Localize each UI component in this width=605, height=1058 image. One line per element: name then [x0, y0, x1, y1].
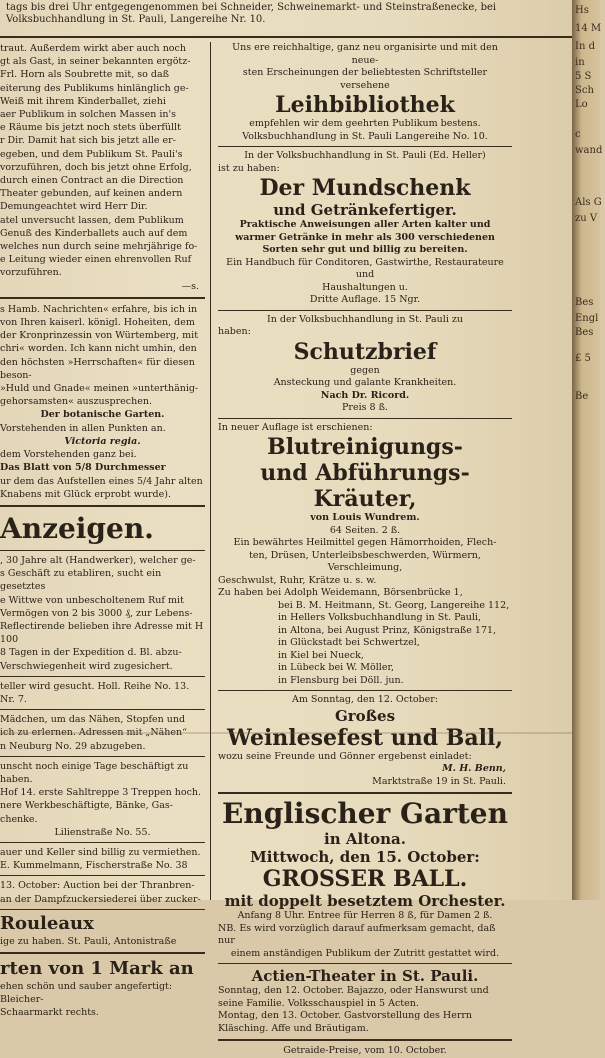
edge-fragment: Sch — [575, 85, 594, 96]
text-line: dem Vorstehenden ganz bei. — [0, 449, 137, 461]
text-line: in Hellers Volksbuchhandlung in St. Pauli, — [278, 612, 481, 623]
ad-line: E. Kummelmann, Fischerstraße No. 38 — [0, 860, 188, 872]
text-line: ur dem das Aufstellen eines 5/4 Jahr alten — [0, 475, 203, 487]
edge-fragment: Hs — [575, 5, 589, 16]
divider — [0, 952, 205, 954]
text-line: Frl. Horn als Soubrette mit, so daß — [0, 69, 169, 81]
actien-theater-title: Actien-Theater in St. Pauli. — [251, 967, 479, 985]
edge-fragment: In d — [575, 41, 595, 52]
text-line: Kläsching. Affe und Bräutigam. — [218, 1022, 369, 1034]
divider — [218, 792, 512, 794]
text-line: gt als Gast, in seiner bekannten ergötz- — [0, 56, 191, 68]
section-heading: Anzeigen. — [0, 511, 154, 545]
text-line: Am Sonntag, den 12. October: — [291, 694, 439, 705]
divider — [0, 676, 205, 677]
divider — [218, 310, 512, 311]
ad-line: unscht noch einige Tage beschäftigt zu haben. — [0, 760, 189, 785]
text-line: empfehlen wir dem geehrten Publikum bestens. — [249, 118, 481, 129]
ad-line: ich zu erlernen. Adressen mit „Nähen“ — [0, 727, 188, 739]
text-line: e Räume bis jetzt noch stets überfüllt — [0, 122, 181, 134]
text-line: In der Volksbuchhandlung in St. Pauli zu — [266, 313, 464, 325]
edge-fragment: Bes — [575, 327, 594, 338]
text-line: Das Blatt von 5/8 Durchmesser — [0, 462, 166, 474]
left-column — [0, 42, 205, 1019]
text-line: einem anständigen Publikum der Zutritt gestattet wird. — [230, 947, 500, 959]
text-line: welches nun durch seine mehrjährige fo- — [0, 241, 198, 253]
text-line: in Glückstadt bei Schwertzel, — [278, 637, 420, 648]
text-line: gegen — [350, 364, 380, 376]
text-line: Ein Handbuch für Conditoren, Gastwirthe, Restaurateure und — [226, 256, 504, 280]
text-line: traut. Außerdem wirkt aber auch noch — [0, 43, 186, 54]
text-line: ten, Drüsen, Unterleibsbeschwerden, Würmern, Verschleimung, — [249, 549, 481, 573]
ad-line: , 30 Jahre alt (Handwerker), welcher ge- — [0, 554, 196, 566]
divider — [0, 842, 205, 843]
text-line: Zu haben bei Adolph Weidemann, Börsenbrücke 1, — [218, 587, 463, 598]
divider — [0, 505, 205, 507]
ad-line: nere Werkbeschäftigte, Bänke, Gas- — [0, 800, 173, 812]
edge-fragment: Als G — [575, 197, 602, 208]
text-line: von Louis Wundrem. — [310, 512, 420, 523]
ad-line: 13. October: Auction bei der Thranbren- — [0, 880, 195, 892]
text-line: Demungeachtet wird Herr Dir. — [0, 201, 148, 213]
text-line: Ein bewährtes Heilmittel gegen Hämorrhoiden, Flech- — [233, 537, 497, 548]
weinlesefest-ad — [218, 694, 512, 788]
schutzbrief-ad — [218, 314, 512, 415]
orchestra-line: mit doppelt besetztem Orchester. — [224, 892, 506, 910]
text-line: von Ihren kaiserl. königl. Hoheiten, dem — [0, 317, 195, 329]
blut-title-1: Blutreinigungs- — [267, 434, 463, 460]
edge-fragment: 14 M — [575, 23, 602, 34]
grain-prices-heading: Getraide-Preise, vom 10. October. — [283, 1045, 447, 1056]
divider — [0, 909, 205, 910]
text-line: Knabens mit Glück erprobt wurde). — [0, 488, 171, 500]
text-line: Ansteckung und galante Krankheiten. — [273, 377, 457, 388]
theater-notice — [0, 42, 205, 293]
text-line: durch einen Contract an die Direction — [0, 175, 184, 187]
text-line: Montag, den 13. October. Gastvorstellung des Herrn — [218, 1010, 473, 1021]
mundschenk-ad — [218, 150, 512, 307]
text-line: Geschwulst, Ruhr, Krätze u. s. w. — [218, 574, 377, 586]
divider — [218, 146, 512, 147]
schutzbrief-title: Schutzbrief — [293, 338, 437, 365]
divider — [218, 418, 512, 419]
adjacent-page-edge — [572, 0, 603, 900]
ad-line: Lilienstraße No. 55. — [54, 826, 151, 838]
mundschenk-subtitle: und Getränkefertiger. — [273, 201, 457, 219]
edge-fragment: wand — [575, 145, 603, 156]
ad-line: auer und Keller sind billig zu vermiethen. — [0, 846, 201, 858]
text-line: Preis 8 ß. — [342, 402, 388, 413]
ad-line: Nr. 7. — [0, 693, 27, 705]
text-line: warmer Getränke in mehr als 300 verschiedenen — [235, 231, 495, 243]
divider — [218, 1039, 512, 1041]
divider — [0, 709, 205, 710]
text-line: atel unversucht lassen, dem Publikum — [0, 214, 184, 226]
text-line: haben: — [218, 326, 251, 337]
ad-line: s Geschäft zu etabliren, sucht ein gesetztes — [0, 568, 162, 593]
divider — [0, 550, 205, 551]
header-text: tags bis drei Uhr entgegengenommen bei Schneider, Schweinemarkt- und Steinstraßenecke, bei Volksbuchhandlung in St. Pauli, Langereihe Nr. 10. — [6, 2, 497, 25]
text-line: in Lübeck bei W. Möller, — [278, 662, 394, 673]
edition-line: Dritte Auflage. 15 Ngr. — [309, 294, 421, 305]
leihbibliothek-title: Leihbibliothek — [275, 92, 455, 118]
text-line: Vorstehenden in allen Punkten an. — [0, 422, 166, 434]
divider — [0, 756, 205, 757]
edge-fragment: 5 S — [575, 71, 592, 82]
text-line: In neuer Auflage ist erschienen: — [218, 421, 373, 433]
mundschenk-title: Der Mundschenk — [259, 175, 471, 201]
blutreinigung-ad — [218, 422, 512, 688]
ad-line: Verschwiegenheit wird zugesichert. — [0, 660, 173, 672]
text-line: 64 Seiten. 2 ß. — [329, 524, 401, 536]
text-line: NB. Es wird vorzüglich darauf aufmerksam gemacht, daß nur — [218, 922, 496, 946]
text-line: vorzuführen, doch bis jetzt ohne Erfolg, — [0, 161, 192, 173]
text-line: vorzuführen. — [0, 267, 62, 279]
text-line: Uns ere reichhaltige, ganz neu organisirte und mit den neue- — [232, 42, 498, 66]
rouleaux-heading: Rouleaux — [0, 912, 94, 934]
text-line: Weiß mit ihrem Kinderballet, ziehi — [0, 95, 166, 107]
botanic-garden-line: Der botanische Garten. — [40, 409, 165, 421]
date-line: Mittwoch, den 15. October: — [250, 848, 480, 866]
header-strip — [0, 0, 572, 38]
text-line: aer Publikum in solchen Massen in's — [0, 109, 176, 121]
text-line: e Leitung wieder einen ehrenvollen Ruf — [0, 254, 192, 266]
edge-fragment: in — [575, 57, 585, 68]
text-line: »Huld und Gnade« meinen »unterthänig- — [0, 383, 199, 395]
text-line: in Altona, bei August Prinz, Königstraße 171, — [278, 624, 497, 636]
leihbibliothek-ad — [218, 42, 512, 143]
text-line: s Hamb. Nachrichten« erfahre, bis ich in — [0, 303, 198, 315]
wein-title-1: Großes — [334, 706, 396, 725]
text-line: Nach Dr. Ricord. — [320, 389, 410, 401]
column-divider — [210, 42, 211, 900]
divider — [0, 297, 205, 299]
text-line: In der Volksbuchhandlung in St. Pauli (Ed. Heller) — [244, 150, 486, 161]
fold-crease — [0, 732, 572, 734]
divider — [218, 963, 512, 964]
englischer-garten-title: Englischer Garten — [222, 797, 508, 830]
text-line: sten Erscheinungen der beliebtesten Schriftsteller versehene — [242, 67, 488, 91]
ball-title: GROSSER BALL. — [262, 866, 468, 892]
ad-line: Vermögen von 2 bis 3000 ₰, zur Lebens- — [0, 607, 193, 619]
ad-line: ehen schön und sauber angefertigt: Bleicher- — [0, 980, 173, 1006]
text-line: bei B. M. Heitmann, St. Georg, Langereihe 112, — [278, 599, 510, 611]
text-line: Sonntag, den 12. October. Bajazzo, oder Hanswurst und — [218, 985, 489, 996]
ad-line: ige zu haben. St. Pauli, Antonistraße — [0, 935, 177, 947]
ad-line: Hof 14. erste Sahltreppe 3 Treppen hoch. — [0, 787, 202, 799]
ad-line: e Wittwe von unbescholtenem Ruf mit — [0, 594, 184, 606]
divider — [218, 690, 512, 691]
text-line: den höchsten »Herrschaften« für diesen beson- — [0, 356, 195, 381]
ad-line: Reflectirende belieben ihre Adresse mit H 100 — [0, 620, 204, 646]
text-line: wozu seine Freunde und Gönner ergebenst einladet: — [218, 750, 472, 762]
edge-fragment: Bes — [575, 297, 594, 308]
text-line: in Kiel bei Nueck, — [278, 649, 364, 661]
text-line: der Kronprinzessin von Würtemberg, mit — [0, 330, 199, 342]
edge-fragment: zu V — [575, 213, 598, 224]
text-line: Volksbuchhandlung in St. Pauli Langereihe No. 10. — [242, 130, 488, 142]
text-line: chri« worden. Ich kann nicht umhin, den — [0, 343, 197, 355]
text-line: seine Familie. Volksschauspiel in 5 Acten. — [218, 997, 419, 1009]
signature: —s. — [181, 280, 199, 292]
text-line: eiterung des Publikums hinlänglich ge- — [0, 82, 189, 94]
text-line: Marktstraße 19 in St. Pauli. — [372, 775, 506, 787]
edge-fragment: Engl — [575, 313, 599, 324]
ad-line: an der Dampfzuckersiederei über zucker- — [0, 893, 201, 905]
text-line: egeben, und dem Publikum St. Pauli's — [0, 148, 183, 160]
ad-line: n Neuburg No. 29 abzugeben. — [0, 740, 146, 752]
text-line: r Dir. Damit hat sich bis jetzt alle er- — [0, 135, 176, 147]
ad-line: 8 Tagen in der Expedition d. Bl. abzu- — [0, 647, 182, 659]
text-line: Theater gebunden, auf keinen andern — [0, 188, 183, 200]
wein-title-2: Weinlesefest und Ball, — [227, 724, 503, 751]
text-line: in Flensburg bei Döll. jun. — [278, 674, 404, 686]
cards-heading: rten von 1 Mark an — [0, 957, 194, 979]
ad-line: chenke. — [0, 813, 38, 825]
classified-ads — [0, 554, 205, 906]
victoria-regia: Victoria regia. — [64, 435, 141, 447]
text-line: Anfang 8 Uhr. Entree für Herren 8 ß, für Damen 2 ß. — [237, 910, 493, 921]
ad-line: Schaarmarkt rechts. — [0, 1007, 99, 1019]
text-line: Sorten sehr gut und billig zu bereiten. — [262, 244, 468, 255]
edge-fragment: c — [575, 129, 581, 140]
text-line: Haushaltungen u. — [322, 281, 408, 293]
edge-fragment: Be — [575, 391, 589, 402]
actien-theater-ad — [218, 967, 512, 1035]
right-column — [218, 42, 512, 1056]
divider — [0, 875, 205, 876]
edge-fragment: Lo — [575, 99, 588, 110]
englischer-garten-ad — [218, 798, 512, 960]
ad-line: Mädchen, um das Nähen, Stopfen und — [0, 714, 186, 726]
host-name: M. H. Benn, — [442, 763, 506, 774]
text-line: Genuß des Kinderballets auch auf dem — [0, 227, 188, 239]
nachrichten-notice — [0, 303, 205, 501]
text-line: ist zu haben: — [218, 162, 280, 174]
blut-title-2: und Abführungs-Kräuter, — [260, 460, 470, 512]
place-line: in Altona. — [324, 830, 406, 848]
text-line: Praktische Anweisungen aller Arten kalter und — [239, 219, 491, 230]
text-line: gehorsamsten« auszusprechen. — [0, 396, 152, 408]
edge-fragment: £ 5 — [575, 353, 591, 364]
ad-line: teller wird gesucht. Holl. Reihe No. 13. — [0, 680, 190, 692]
